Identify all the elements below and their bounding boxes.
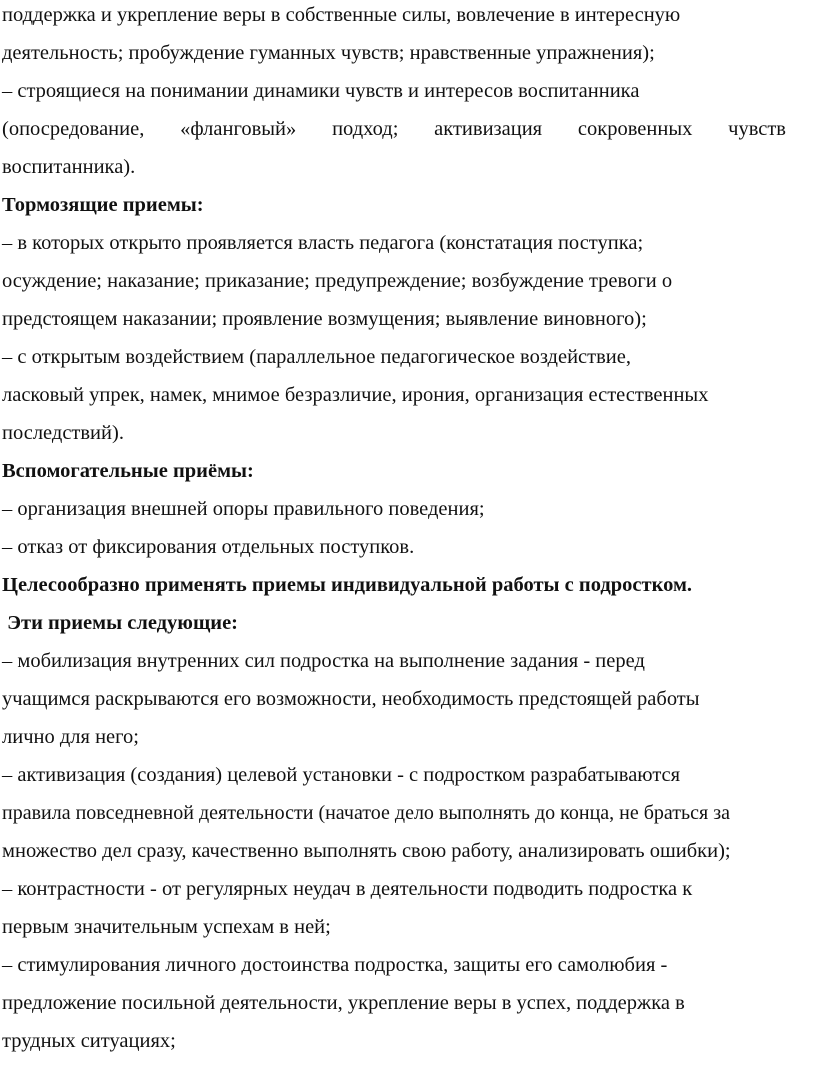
section-heading: Тормозящие приемы: [2,194,204,216]
text-line: предложение посильной деятельности, укрепление веры в успех, поддержка в [2,992,685,1014]
text-line: – организация внешней опоры правильного поведения; [2,498,485,520]
text-line: – отказ от фиксирования отдельных поступков. [2,536,415,558]
text-line: множество дел сразу, качественно выполнять свою работу, анализировать ошибки); [2,840,731,862]
text-line: – стимулирования личного достоинства подростка, защиты его самолюбия - [2,954,668,976]
section-heading: Целесообразно применять приемы индивидуальной работы с подростком. [2,574,693,596]
section-heading: Вспомогательные приёмы: [2,460,254,482]
text-line: – строящиеся на понимании динамики чувств и интересов воспитанника [2,80,640,102]
text-line: поддержка и укрепление веры в собственные силы, вовлечение в интересную [2,4,681,26]
text-line: первым значительным успехам в ней; [2,916,331,938]
text-line: лично для него; [2,726,139,748]
text-line: предстоящем наказании; проявление возмущения; выявление виновного); [2,308,647,330]
text-line: – активизация (создания) целевой установки - с подростком разрабатываются [2,764,681,786]
text-line: деятельность; пробуждение гуманных чувств; нравственные упражнения); [2,42,655,64]
text-line: – в которых открыто проявляется власть педагога (констатация поступка; [2,232,644,254]
text-line: последствий). [2,422,124,444]
text-line: трудных ситуациях; [2,1030,176,1052]
text-line: учащимся раскрываются его возможности, необходимость предстоящей работы [2,688,700,710]
section-subheading: Эти приемы следующие: [2,612,239,634]
text-line: осуждение; наказание; приказание; предупреждение; возбуждение тревоги о [2,270,673,292]
text-line: правила повседневной деятельности (начатое дело выполнять до конца, не браться за [2,802,730,824]
text-line: ласковый упрек, намек, мнимое безразличие, ирония, организация естественных [2,384,709,406]
text-line: (опосредование, «фланговый» подход; активизация сокровенных чувств [2,118,786,140]
text-line: – контрастности - от регулярных неудач в деятельности подводить подростка к [2,878,693,900]
text-line: – с открытым воздействием (параллельное педагогическое воздействие, [2,346,631,368]
text-line: воспитанника). [2,156,136,178]
text-line: – мобилизация внутренних сил подростка на выполнение задания - перед [2,650,645,672]
